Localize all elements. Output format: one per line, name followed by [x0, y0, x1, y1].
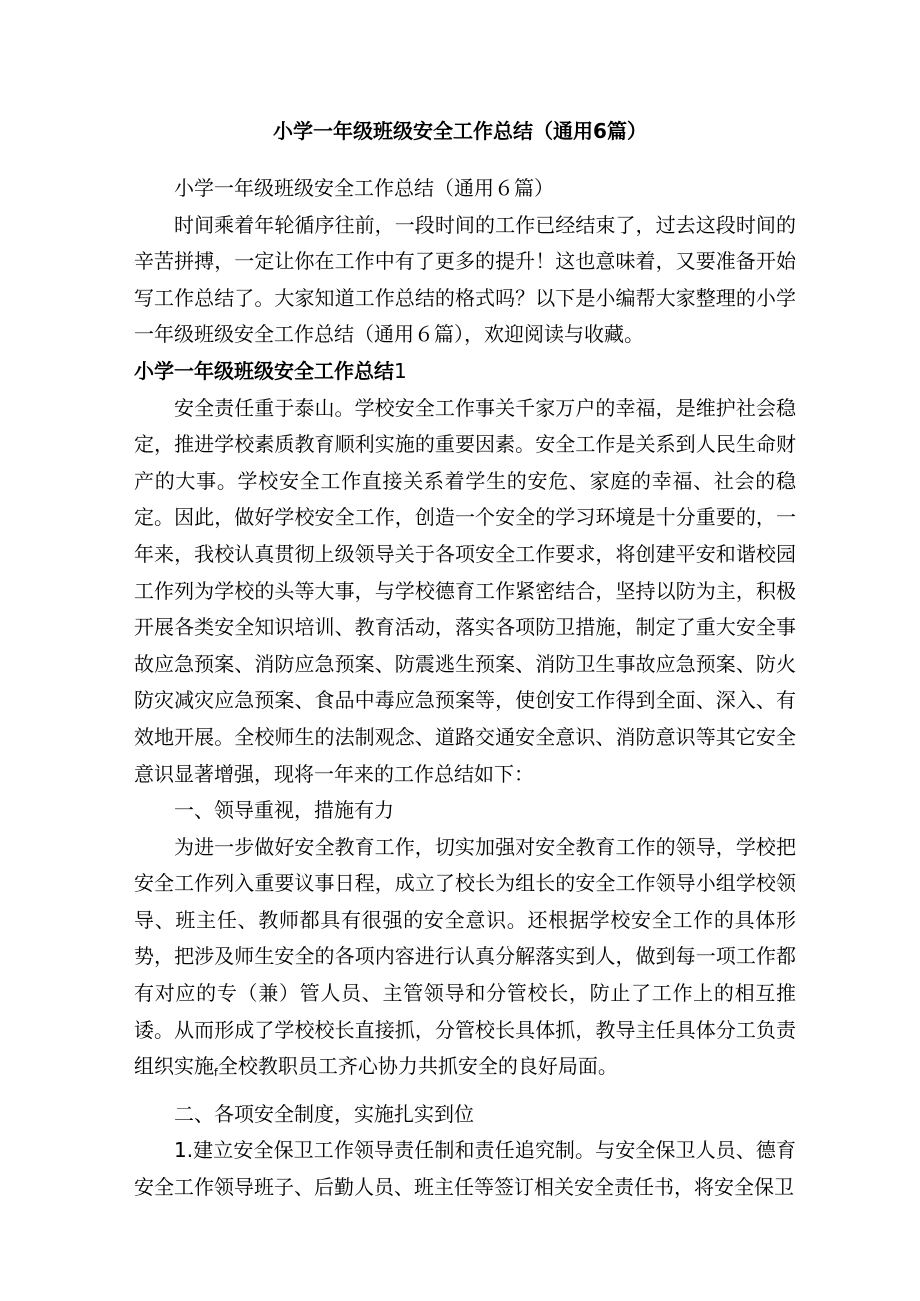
stray-mark: f	[214, 1066, 218, 1080]
document-body	[134, 170, 796, 1206]
subheading-leadership: 一、领导重视，措施有力	[174, 798, 394, 823]
paragraph-leadership-tail: 全校教职员工齐心协力共抓安全的良好局面。	[217, 1054, 618, 1079]
paragraph-responsibility-system: 1.建立安全保卫工作领导责任制和责任追究制。与安全保卫人员、德育安全工作领导班子、后勤人员、班主任等签订相关安全责任书，将安全保卫	[134, 1138, 796, 1200]
intro-paragraph: 时间乘着年轮循序往前，一段时间的工作已经结束了，过去这段时间的辛苦拼搏，一定让你在工作中有了更多的提升！这也意味着，又要准备开始写工作总结了。大家知道工作总结的格式吗？以下是小编帮大家整理的小学一年级班级安全工作总结（通用６篇），欢迎阅读与收藏。	[134, 212, 796, 347]
section-heading-number: 1	[394, 358, 407, 383]
subheading-safety-system: 二、各项安全制度，实施扎实到位	[174, 1101, 474, 1126]
document-title: 小学一年级班级安全工作总结（通用6篇）	[273, 119, 647, 143]
section-heading-text: 小学一年级班级安全工作总结	[134, 358, 394, 383]
document-subtitle: 小学一年级班级安全工作总结（通用６篇）	[174, 176, 554, 200]
section-heading	[134, 353, 796, 390]
paragraph-leadership	[134, 829, 796, 1092]
paragraph-safety-responsibility: 安全责任重于泰山。学校安全工作事关千家万户的幸福，是维护社会稳定，推进学校素质教育顺利实施的重要因素。安全工作是关系到人民生命财产的大事。学校安全工作直接关系着学生的安危、家庭的幸福、社会的稳定。因此，做好学校安全工作，创造一个安全的学习环境是十分重要的，一年来，我校认真贯彻上级领导关于各项安全工作要求，将创建平安和谐校园工作列为学校的头等大事，与学校德育工作紧密结合，坚持以防为主，积极开展各类安全知识培训、教育活动，落实各项防卫措施，制定了重大安全事故应急预案、消防应急预案、防震逃生预案、消防卫生事故应急预案、防火防灾减灾应急预案、食品中毒应急预案等，使创安工作得到全面、深入、有效地开展。全校师生的法制观念、道路交通安全意识、消防意识等其它安全意识显著增强，现将一年来的工作总结如下：	[134, 395, 796, 786]
paragraph-leadership-text: 为进一步做好安全教育工作，切实加强对安全教育工作的领导，学校把安全工作列入重要议事日程，成立了校长为组长的安全工作领导小组学校领导、班主任、教师都具有很强的安全意识。还根据学校安全工作的具体形势，把涉及师生安全的各项内容进行认真分解落实到人，做到每一项工作都有对应的专（兼）管人员、主管领导和分管校长，防止了工作上的相互推诿。从而形成了学校校长直接抓，分管校长具体抓，教导主任具体分工负责组织实施	[134, 834, 796, 1079]
